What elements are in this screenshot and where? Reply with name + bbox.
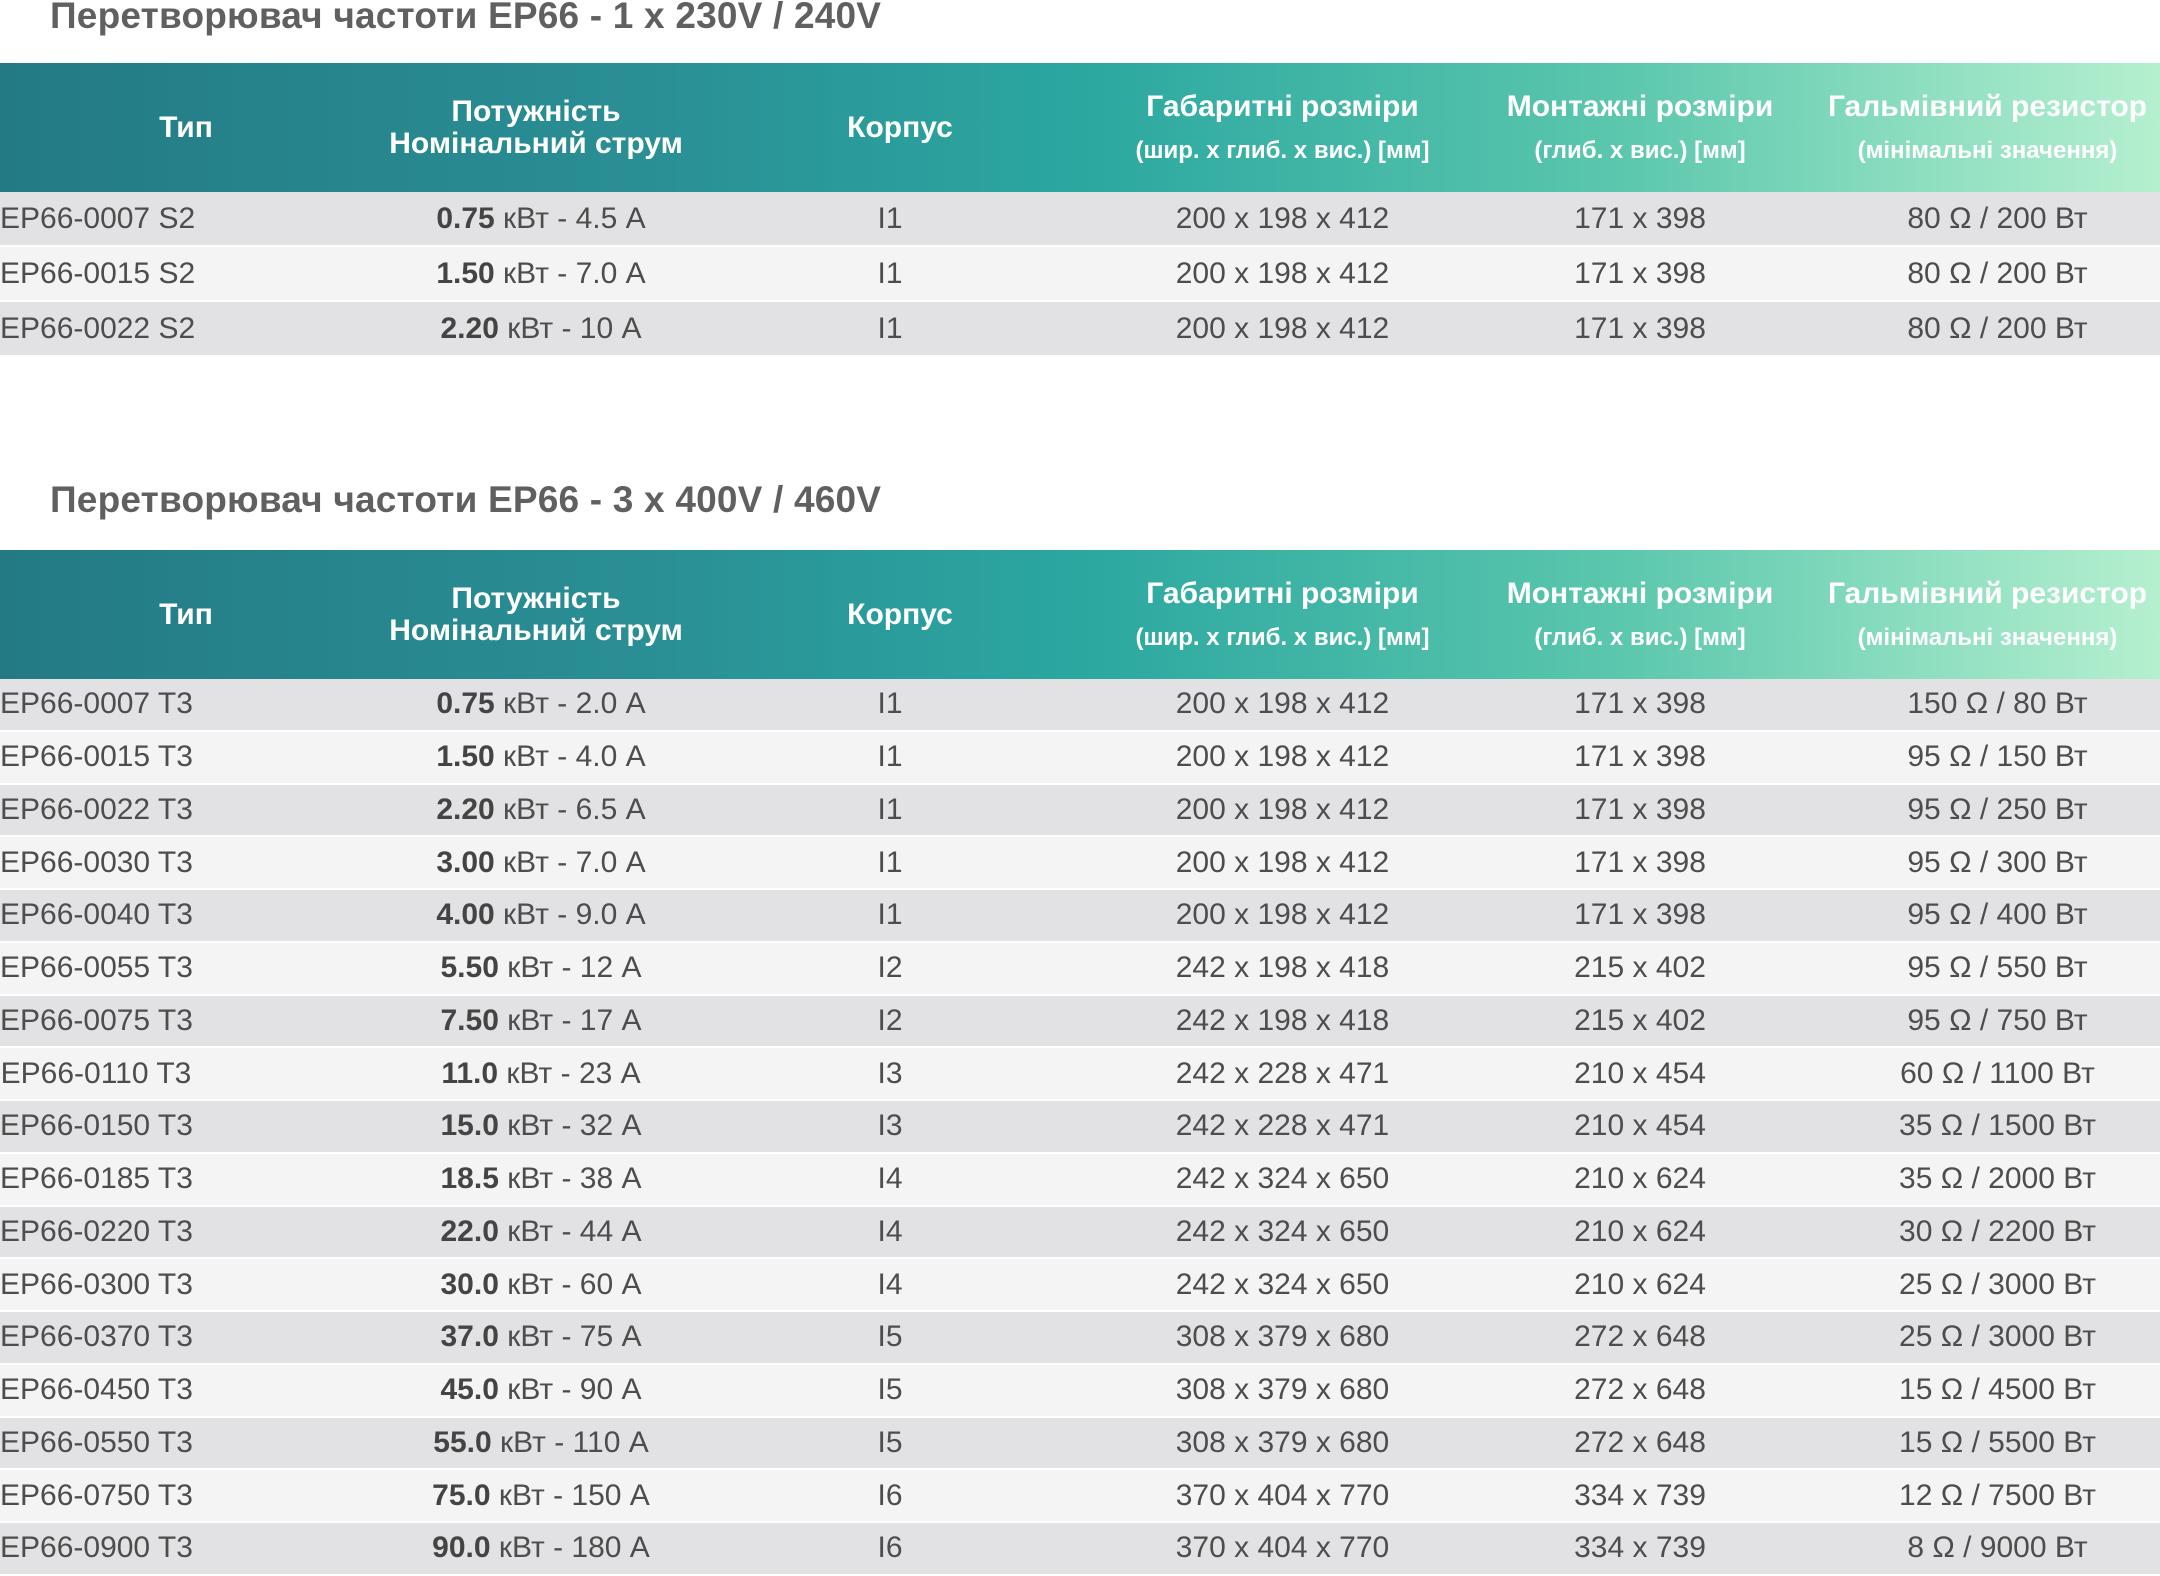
power-unit: кВт - xyxy=(498,951,580,985)
power-unit: кВт - xyxy=(498,1056,579,1090)
cell-brake: 95 Ω / 750 Вт xyxy=(1907,1003,2088,1037)
power-value: 18.5 xyxy=(440,1162,499,1196)
cell-power xyxy=(372,731,700,784)
cell-brake: 80 Ω / 200 Вт xyxy=(1907,201,2088,235)
cell-case: I4 xyxy=(877,1267,903,1301)
cell-mount: 210 x 624 xyxy=(1574,1267,1706,1301)
cell-power xyxy=(372,1311,700,1364)
cell-power xyxy=(372,192,700,246)
cell-brake: 95 Ω / 250 Вт xyxy=(1907,792,2088,826)
cell-case: I1 xyxy=(877,687,903,721)
power-unit: кВт - xyxy=(491,1425,573,1459)
cell-dims: 242 x 198 x 418 xyxy=(1175,1003,1390,1037)
power-unit: кВт - xyxy=(498,1109,580,1143)
cell-brake: 60 Ω / 1100 Вт xyxy=(1900,1056,2095,1090)
cell-power xyxy=(372,246,700,301)
cell-brake: 95 Ω / 550 Вт xyxy=(1907,951,2088,985)
table-row xyxy=(0,995,2160,1048)
cell-brake: 95 Ω / 300 Вт xyxy=(1907,845,2088,879)
table-row xyxy=(0,1206,2160,1259)
cell-type: EP66-0022 S2 xyxy=(0,311,196,345)
header-brake: Гальмівний резистор (мінімальні значення) xyxy=(1827,576,2148,651)
power-unit: кВт - xyxy=(498,1320,580,1354)
current-value: 17 A xyxy=(579,1003,642,1037)
cell-brake: 150 Ω / 80 Вт xyxy=(1907,687,2088,721)
table-row xyxy=(0,784,2160,837)
power-unit: кВт - xyxy=(494,845,576,879)
cell-dims: 242 x 324 x 650 xyxy=(1175,1214,1390,1248)
cell-brake: 15 Ω / 4500 Вт xyxy=(1899,1373,2096,1407)
cell-mount: 171 x 398 xyxy=(1574,898,1706,932)
table-row xyxy=(0,1311,2160,1364)
table-row xyxy=(0,192,2160,246)
current-value: 150 A xyxy=(571,1478,650,1512)
cell-case: I1 xyxy=(877,740,903,774)
cell-mount: 334 x 739 xyxy=(1574,1531,1706,1565)
table-header xyxy=(0,63,2160,192)
power-unit: кВт - xyxy=(494,898,576,932)
cell-brake: 80 Ω / 200 Вт xyxy=(1907,311,2088,345)
cell-type: EP66-0040 T3 xyxy=(0,898,193,932)
cell-type: EP66-0015 S2 xyxy=(0,256,196,290)
section-title-three-phase: Перетворювач частоти EP66 - 3 x 400V / 460V xyxy=(50,479,882,520)
cell-mount: 210 x 454 xyxy=(1574,1056,1706,1090)
power-value: 11.0 xyxy=(441,1056,499,1090)
cell-mount: 210 x 624 xyxy=(1574,1214,1706,1248)
cell-dims: 200 x 198 x 412 xyxy=(1175,687,1390,721)
cell-case: I4 xyxy=(877,1162,903,1196)
power-unit: кВт - xyxy=(494,740,576,774)
cell-type: EP66-0007 T3 xyxy=(0,687,193,721)
cell-type: EP66-0110 T3 xyxy=(0,1056,192,1090)
cell-mount: 215 x 402 xyxy=(1574,951,1706,985)
cell-power xyxy=(372,1100,700,1153)
cell-mount: 272 x 648 xyxy=(1574,1425,1706,1459)
power-value: 90.0 xyxy=(432,1531,491,1565)
cell-dims: 370 x 404 x 770 xyxy=(1175,1531,1390,1565)
cell-mount: 171 x 398 xyxy=(1574,256,1706,290)
cell-dims: 242 x 198 x 418 xyxy=(1175,951,1390,985)
power-unit: кВт - xyxy=(498,1267,580,1301)
cell-brake: 30 Ω / 2200 Вт xyxy=(1899,1214,2096,1248)
cell-case: I1 xyxy=(877,845,903,879)
current-value: 23 A xyxy=(578,1056,641,1090)
cell-dims: 308 x 379 x 680 xyxy=(1175,1373,1390,1407)
cell-case: I1 xyxy=(877,201,903,235)
cell-case: I1 xyxy=(877,898,903,932)
power-value: 37.0 xyxy=(440,1320,499,1354)
power-value: 1.50 xyxy=(436,256,495,290)
table-row xyxy=(0,679,2160,731)
cell-dims: 200 x 198 x 412 xyxy=(1175,311,1390,345)
power-value: 45.0 xyxy=(440,1373,499,1407)
cell-dims: 308 x 379 x 680 xyxy=(1175,1320,1390,1354)
table-body xyxy=(0,192,2160,356)
table-row xyxy=(0,301,2160,356)
cell-dims: 242 x 228 x 471 xyxy=(1175,1056,1390,1090)
current-value: 7.0 A xyxy=(575,256,646,290)
cell-power xyxy=(372,301,700,356)
header-power: Потужність Номінальний струм xyxy=(389,94,683,160)
table-row xyxy=(0,942,2160,995)
section-title-single-phase: Перетворювач частоти EP66 - 1 x 230V / 240V xyxy=(50,0,882,36)
power-value: 2.20 xyxy=(436,792,495,826)
power-value: 5.50 xyxy=(440,951,499,985)
cell-power xyxy=(372,1469,700,1522)
cell-brake: 25 Ω / 3000 Вт xyxy=(1899,1267,2096,1301)
header-type: Тип xyxy=(159,597,213,631)
cell-brake: 8 Ω / 9000 Вт xyxy=(1907,1531,2088,1565)
table-header xyxy=(0,550,2160,679)
power-value: 0.75 xyxy=(436,201,495,235)
cell-type: EP66-0015 T3 xyxy=(0,740,193,774)
cell-type: EP66-0900 T3 xyxy=(0,1531,193,1565)
cell-type: EP66-0022 T3 xyxy=(0,792,193,826)
cell-case: I6 xyxy=(877,1531,903,1565)
cell-type: EP66-0370 T3 xyxy=(0,1320,193,1354)
cell-dims: 370 x 404 x 770 xyxy=(1175,1478,1390,1512)
power-unit: кВт - xyxy=(498,1214,580,1248)
table-row xyxy=(0,1522,2160,1575)
cell-type: EP66-0450 T3 xyxy=(0,1373,193,1407)
cell-mount: 171 x 398 xyxy=(1574,311,1706,345)
cell-dims: 200 x 198 x 412 xyxy=(1175,256,1390,290)
table-row xyxy=(0,1258,2160,1311)
current-value: 10 A xyxy=(579,311,642,345)
cell-type: EP66-0075 T3 xyxy=(0,1003,193,1037)
table-body xyxy=(0,679,2160,1575)
power-unit: кВт - xyxy=(498,1003,580,1037)
power-unit: кВт - xyxy=(494,687,576,721)
power-value: 22.0 xyxy=(440,1214,499,1248)
cell-power xyxy=(372,995,700,1048)
power-unit: кВт - xyxy=(494,792,576,826)
cell-case: I3 xyxy=(877,1109,903,1143)
power-unit: кВт - xyxy=(490,1531,572,1565)
cell-case: I3 xyxy=(877,1056,903,1090)
table-row xyxy=(0,889,2160,942)
current-value: 6.5 A xyxy=(575,792,646,826)
cell-brake: 12 Ω / 7500 Вт xyxy=(1899,1478,2096,1512)
cell-mount: 215 x 402 xyxy=(1574,1003,1706,1037)
current-value: 75 A xyxy=(579,1320,642,1354)
current-value: 7.0 A xyxy=(575,845,646,879)
header-dims: Габаритні розміри (шир. х глиб. х вис.) [мм] xyxy=(1135,576,1430,651)
header-type: Тип xyxy=(159,110,213,144)
current-value: 90 A xyxy=(579,1373,642,1407)
cell-dims: 242 x 324 x 650 xyxy=(1175,1162,1390,1196)
cell-dims: 308 x 379 x 680 xyxy=(1175,1425,1390,1459)
header-case: Корпус xyxy=(847,597,953,631)
cell-mount: 272 x 648 xyxy=(1574,1320,1706,1354)
header-case: Корпус xyxy=(847,110,953,144)
cell-dims: 200 x 198 x 412 xyxy=(1175,845,1390,879)
cell-case: I1 xyxy=(877,311,903,345)
cell-type: EP66-0750 T3 xyxy=(0,1478,193,1512)
table-row xyxy=(0,1100,2160,1153)
power-value: 30.0 xyxy=(440,1267,499,1301)
cell-power xyxy=(372,1153,700,1206)
cell-case: I2 xyxy=(877,1003,903,1037)
cell-power xyxy=(372,1047,700,1100)
cell-mount: 171 x 398 xyxy=(1574,740,1706,774)
cell-dims: 200 x 198 x 412 xyxy=(1175,201,1390,235)
cell-type: EP66-0007 S2 xyxy=(0,201,196,235)
current-value: 2.0 A xyxy=(575,687,646,721)
cell-case: I2 xyxy=(877,951,903,985)
table-row xyxy=(0,1417,2160,1470)
power-value: 2.20 xyxy=(440,311,499,345)
cell-type: EP66-0550 T3 xyxy=(0,1425,193,1459)
power-unit: кВт - xyxy=(498,311,580,345)
current-value: 44 A xyxy=(579,1214,642,1248)
table-row xyxy=(0,1364,2160,1417)
cell-brake: 95 Ω / 400 Вт xyxy=(1907,898,2088,932)
cell-type: EP66-0150 T3 xyxy=(0,1109,193,1143)
cell-brake: 80 Ω / 200 Вт xyxy=(1907,256,2088,290)
table-row xyxy=(0,836,2160,889)
cell-dims: 200 x 198 x 412 xyxy=(1175,898,1390,932)
power-unit: кВт - xyxy=(490,1478,572,1512)
cell-mount: 272 x 648 xyxy=(1574,1373,1706,1407)
cell-power xyxy=(372,679,700,731)
power-value: 4.00 xyxy=(436,898,495,932)
cell-mount: 171 x 398 xyxy=(1574,792,1706,826)
cell-dims: 200 x 198 x 412 xyxy=(1175,792,1390,826)
cell-power xyxy=(372,784,700,837)
cell-mount: 171 x 398 xyxy=(1574,687,1706,721)
current-value: 4.5 A xyxy=(575,201,646,235)
header-brake: Гальмівний резистор (мінімальні значення) xyxy=(1827,89,2148,164)
cell-power xyxy=(372,942,700,995)
cell-dims: 242 x 324 x 650 xyxy=(1175,1267,1390,1301)
cell-case: I5 xyxy=(877,1320,903,1354)
header-power: Потужність Номінальний струм xyxy=(389,581,683,647)
cell-case: I6 xyxy=(877,1478,903,1512)
cell-type: EP66-0300 T3 xyxy=(0,1267,193,1301)
cell-brake: 95 Ω / 150 Вт xyxy=(1907,740,2088,774)
cell-case: I5 xyxy=(877,1425,903,1459)
current-value: 4.0 A xyxy=(575,740,646,774)
power-value: 3.00 xyxy=(436,845,495,879)
current-value: 60 A xyxy=(579,1267,642,1301)
power-value: 75.0 xyxy=(432,1478,491,1512)
cell-brake: 35 Ω / 2000 Вт xyxy=(1899,1162,2096,1196)
power-value: 15.0 xyxy=(440,1109,499,1143)
cell-mount: 171 x 398 xyxy=(1574,201,1706,235)
current-value: 32 A xyxy=(579,1109,642,1143)
current-value: 38 A xyxy=(579,1162,642,1196)
power-value: 55.0 xyxy=(433,1425,492,1459)
power-value: 0.75 xyxy=(436,687,495,721)
cell-brake: 25 Ω / 3000 Вт xyxy=(1899,1320,2096,1354)
table-row xyxy=(0,1469,2160,1522)
table-row xyxy=(0,731,2160,784)
power-value: 7.50 xyxy=(440,1003,499,1037)
cell-type: EP66-0030 T3 xyxy=(0,845,193,879)
cell-case: I1 xyxy=(877,256,903,290)
table-row xyxy=(0,1153,2160,1206)
cell-power xyxy=(372,1417,700,1470)
cell-brake: 35 Ω / 1500 Вт xyxy=(1899,1109,2096,1143)
cell-dims: 242 x 228 x 471 xyxy=(1175,1109,1390,1143)
table-row xyxy=(0,246,2160,301)
header-mount: Монтажні розміри (глиб. х вис.) [мм] xyxy=(1506,89,1774,164)
current-value: 180 A xyxy=(571,1531,650,1565)
cell-case: I5 xyxy=(877,1373,903,1407)
spec-table-three-phase xyxy=(0,550,2160,1576)
power-value: 1.50 xyxy=(436,740,495,774)
cell-case: I4 xyxy=(877,1214,903,1248)
table-row xyxy=(0,1047,2160,1100)
current-value: 110 A xyxy=(572,1425,649,1459)
cell-power xyxy=(372,1364,700,1417)
cell-case: I1 xyxy=(877,792,903,826)
cell-power xyxy=(372,889,700,942)
cell-type: EP66-0220 T3 xyxy=(0,1214,193,1248)
current-value: 12 A xyxy=(579,951,642,985)
power-unit: кВт - xyxy=(498,1373,580,1407)
power-unit: кВт - xyxy=(498,1162,580,1196)
cell-power xyxy=(372,836,700,889)
power-unit: кВт - xyxy=(494,201,576,235)
cell-mount: 210 x 454 xyxy=(1574,1109,1706,1143)
power-unit: кВт - xyxy=(494,256,576,290)
header-dims: Габаритні розміри (шир. х глиб. х вис.) [мм] xyxy=(1135,89,1430,164)
cell-type: EP66-0185 T3 xyxy=(0,1162,193,1196)
cell-dims: 200 x 198 x 412 xyxy=(1175,740,1390,774)
cell-power xyxy=(372,1258,700,1311)
current-value: 9.0 A xyxy=(575,898,646,932)
spec-table-single-phase xyxy=(0,63,2160,357)
cell-mount: 210 x 624 xyxy=(1574,1162,1706,1196)
cell-mount: 334 x 739 xyxy=(1574,1478,1706,1512)
cell-type: EP66-0055 T3 xyxy=(0,951,193,985)
cell-power xyxy=(372,1206,700,1259)
cell-power xyxy=(372,1522,700,1575)
header-mount: Монтажні розміри (глиб. х вис.) [мм] xyxy=(1506,576,1774,651)
cell-mount: 171 x 398 xyxy=(1574,845,1706,879)
cell-brake: 15 Ω / 5500 Вт xyxy=(1899,1425,2096,1459)
